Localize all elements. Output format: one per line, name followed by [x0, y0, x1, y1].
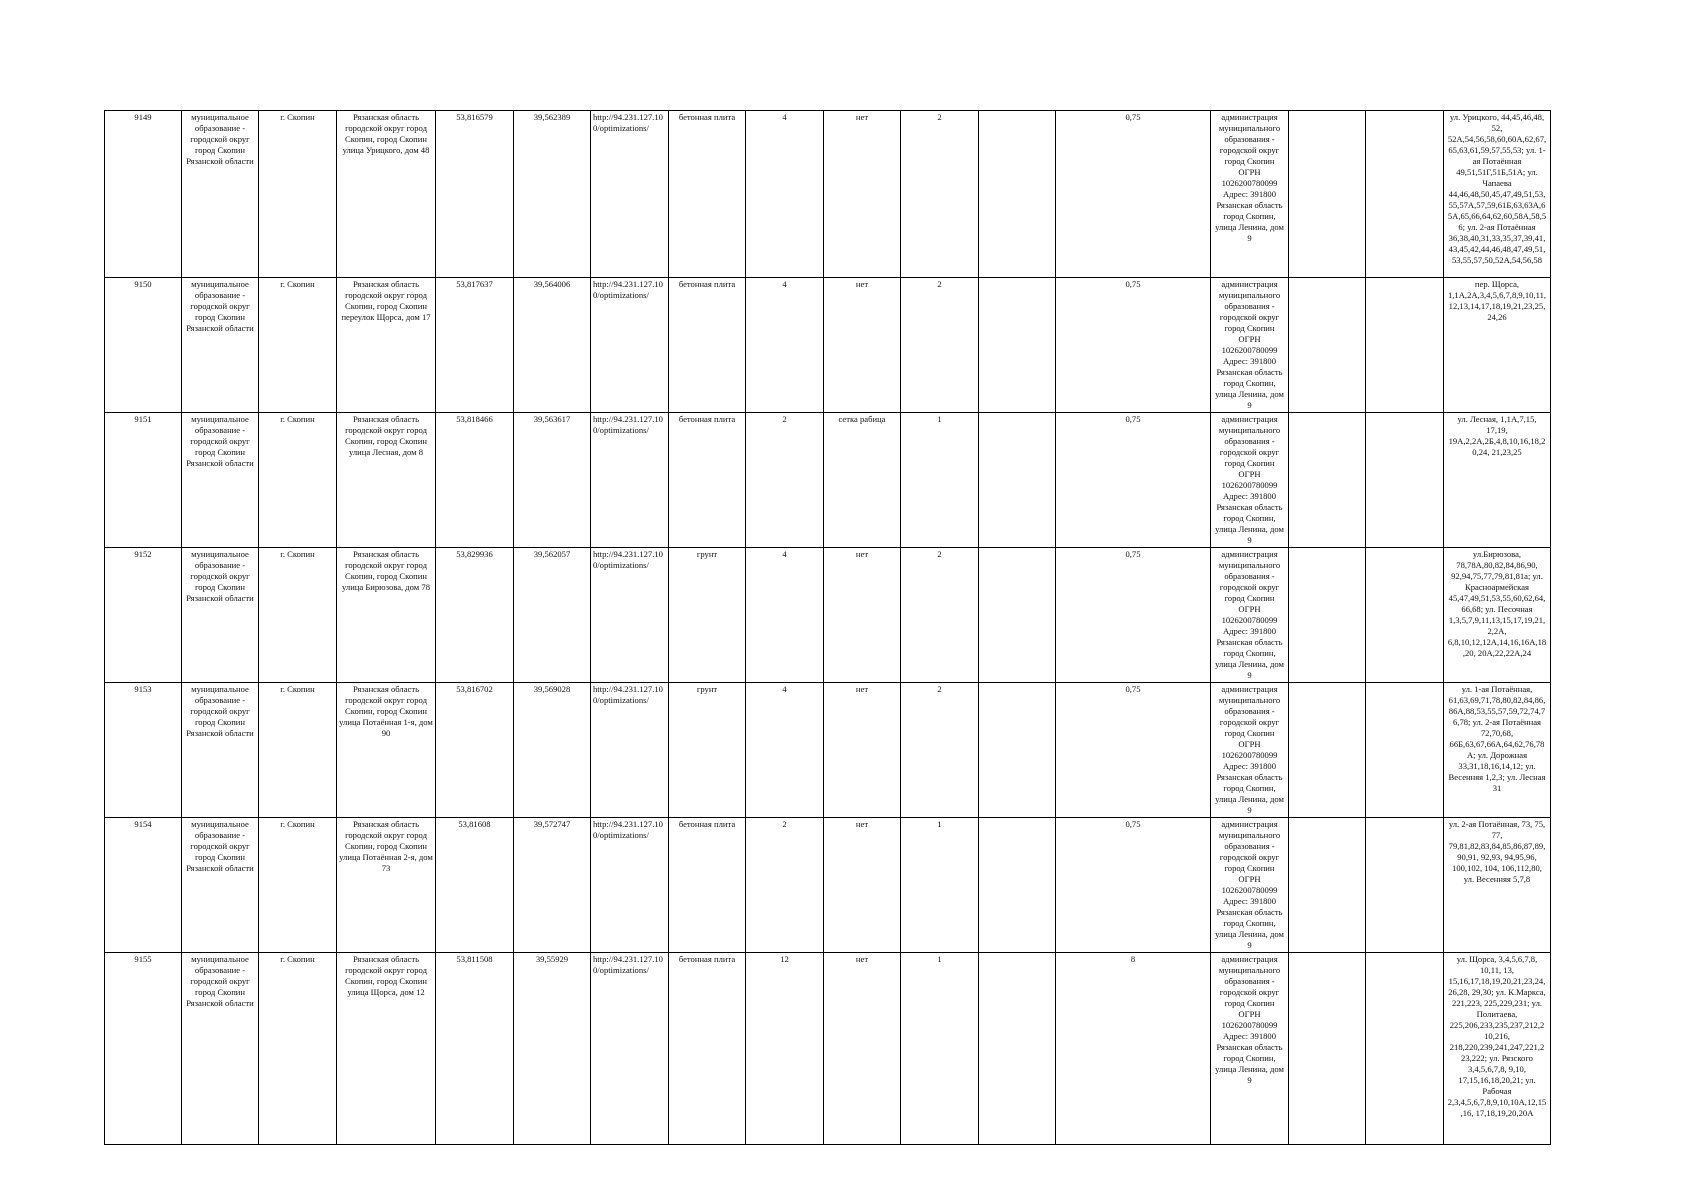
site-number-cell: 9151	[105, 413, 182, 548]
operator-org-cell: администрация муниципального образования - городской округ город Скопин ОГРН 1026200780099 Адрес: 391800 Рязанская область город Скопин, улица Ленина, дом 9	[1211, 818, 1289, 953]
address-cell: Рязанская область городской округ город Скопин, город Скопин переулок Щорса, дом 17	[337, 278, 436, 413]
map-link-cell[interactable]: http://94.231.127.100/optimizations/	[591, 413, 669, 548]
empty-cell	[1289, 278, 1366, 413]
surface-cell: грунт	[669, 548, 746, 683]
empty-cell	[979, 413, 1056, 548]
site-number-cell: 9149	[105, 111, 182, 278]
table-row	[105, 683, 1551, 818]
served-addresses-cell: ул. Лесная, 1,1А,7,15, 17,19, 19А,2,2А,2Б,4,8,10,16,18,2 0,24, 21,23,25	[1444, 413, 1551, 548]
operator-org-cell: администрация муниципального образования - городской округ город Скопин ОГРН 1026200780099 Адрес: 391800 Рязанская область город Скопин, улица Ленина, дом 9	[1211, 953, 1289, 1145]
longitude-cell: 39,562057	[514, 548, 591, 683]
operator-org-cell: администрация муниципального образования - городской округ город Скопин ОГРН 1026200780099 Адрес: 391800 Рязанская область город Скопин, улица Ленина, дом 9	[1211, 111, 1289, 278]
longitude-cell: 39,572747	[514, 818, 591, 953]
table-row	[105, 413, 1551, 548]
empty-cell	[1366, 278, 1444, 413]
container-sites-table	[104, 110, 1551, 1145]
fence-cell: нет	[824, 548, 901, 683]
table-row	[105, 953, 1551, 1145]
city-cell: г. Скопин	[259, 683, 337, 818]
address-cell: Рязанская область городской округ город Скопин, город Скопин улица Потаённая 2-я, дом 73	[337, 818, 436, 953]
fence-cell: сетка рабица	[824, 413, 901, 548]
surface-cell: бетонная плита	[669, 818, 746, 953]
fence-cell: нет	[824, 818, 901, 953]
owner-cell: муниципальное образование - городской округ город Скопин Рязанской области	[182, 953, 259, 1145]
empty-cell	[1366, 953, 1444, 1145]
address-cell: Рязанская область городской округ город Скопин, город Скопин улица Щорса, дом 12	[337, 953, 436, 1145]
city-cell: г. Скопин	[259, 818, 337, 953]
site-number-cell: 9155	[105, 953, 182, 1145]
map-link-cell[interactable]: http://94.231.127.100/optimizations/	[591, 953, 669, 1145]
latitude-cell: 53,816579	[436, 111, 514, 278]
empty-cell	[1366, 548, 1444, 683]
surface-cell: бетонная плита	[669, 111, 746, 278]
container-count-cell: 2	[901, 111, 979, 278]
table-row	[105, 278, 1551, 413]
site-number-cell: 9152	[105, 548, 182, 683]
operator-org-cell: администрация муниципального образования - городской округ город Скопин ОГРН 1026200780099 Адрес: 391800 Рязанская область город Скопин, улица Ленина, дом 9	[1211, 413, 1289, 548]
map-link-cell[interactable]: http://94.231.127.100/optimizations/	[591, 278, 669, 413]
surface-cell: бетонная плита	[669, 278, 746, 413]
served-addresses-cell: ул.Бирюзова, 78,78А,80,82,84,86,90, 92,94,75,77,79,81,81а; ул. Красноармейская 45,47,49,51,53,55,60,62,64, 66,68; ул. Песочная 1,3,5,7,9,11,13,15,17,19,21, 2,2А, 6,8,10,12,12А,14,16,16А,18 ,20, 20А,22,22А,24	[1444, 548, 1551, 683]
fence-cell: нет	[824, 278, 901, 413]
address-cell: Рязанская область городской округ город Скопин, город Скопин улица Урицкого, дом 48	[337, 111, 436, 278]
operator-org-cell: администрация муниципального образования - городской округ город Скопин ОГРН 1026200780099 Адрес: 391800 Рязанская область город Скопин, улица Ленина, дом 9	[1211, 683, 1289, 818]
area-cell: 4	[746, 111, 824, 278]
owner-cell: муниципальное образование - городской округ город Скопин Рязанской области	[182, 278, 259, 413]
operator-org-cell: администрация муниципального образования - городской округ город Скопин ОГРН 1026200780099 Адрес: 391800 Рязанская область город Скопин, улица Ленина, дом 9	[1211, 278, 1289, 413]
operator-org-cell: администрация муниципального образования - городской округ город Скопин ОГРН 1026200780099 Адрес: 391800 Рязанская область город Скопин, улица Ленина, дом 9	[1211, 548, 1289, 683]
city-cell: г. Скопин	[259, 413, 337, 548]
city-cell: г. Скопин	[259, 111, 337, 278]
latitude-cell: 53,817637	[436, 278, 514, 413]
empty-cell	[1289, 548, 1366, 683]
volume-cell: 0,75	[1056, 683, 1211, 818]
longitude-cell: 39,569028	[514, 683, 591, 818]
volume-cell: 0,75	[1056, 278, 1211, 413]
area-cell: 2	[746, 818, 824, 953]
surface-cell: грунт	[669, 683, 746, 818]
empty-cell	[979, 683, 1056, 818]
empty-cell	[1366, 683, 1444, 818]
site-number-cell: 9150	[105, 278, 182, 413]
site-number-cell: 9154	[105, 818, 182, 953]
volume-cell: 0,75	[1056, 111, 1211, 278]
empty-cell	[1289, 111, 1366, 278]
served-addresses-cell: ул. Урицкого, 44,45,46,48, 52, 52А,54,56,58,60,60А,62,67, 65,63,61,59,57,55,53; ул. 1-ая Потаённая 49,51,51Г,51Б,51А; ул. Чапаева 44,46,48,50,45,47,49,51,53, 55,57А,57,59,61Б,63,63А,6 5А,65,66,64,62,60,58А,58,5 6; ул. 2-ая Потаённая 36,38,40,31,33,35,37,39,41, 43,45,42,44,46,48,47,49,51, 53,55,57,50,52А,54,56,58	[1444, 111, 1551, 278]
owner-cell: муниципальное образование - городской округ город Скопин Рязанской области	[182, 818, 259, 953]
volume-cell: 0,75	[1056, 413, 1211, 548]
city-cell: г. Скопин	[259, 548, 337, 683]
city-cell: г. Скопин	[259, 953, 337, 1145]
longitude-cell: 39,563617	[514, 413, 591, 548]
surface-cell: бетонная плита	[669, 953, 746, 1145]
empty-cell	[1289, 818, 1366, 953]
owner-cell: муниципальное образование - городской округ город Скопин Рязанской области	[182, 111, 259, 278]
volume-cell: 0,75	[1056, 818, 1211, 953]
container-count-cell: 1	[901, 953, 979, 1145]
address-cell: Рязанская область городской округ город Скопин, город Скопин улица Бирюзова, дом 78	[337, 548, 436, 683]
map-link-cell[interactable]: http://94.231.127.100/optimizations/	[591, 683, 669, 818]
map-link-cell[interactable]: http://94.231.127.100/optimizations/	[591, 111, 669, 278]
volume-cell: 0,75	[1056, 548, 1211, 683]
table-row	[105, 818, 1551, 953]
container-count-cell: 2	[901, 683, 979, 818]
address-cell: Рязанская область городской округ город Скопин, город Скопин улица Потаённая 1-я, дом 90	[337, 683, 436, 818]
empty-cell	[1289, 953, 1366, 1145]
empty-cell	[979, 278, 1056, 413]
empty-cell	[979, 818, 1056, 953]
container-count-cell: 1	[901, 413, 979, 548]
volume-cell: 8	[1056, 953, 1211, 1145]
longitude-cell: 39,55929	[514, 953, 591, 1145]
table-row	[105, 111, 1551, 278]
served-addresses-cell: ул. Щорса, 3,4,5,6,7,8, 10,11, 13, 15,16,17,18,19,20,21,23,24, 26,28, 29,30; ул. К.Маркса, 221,223, 225,229,231; ул. Политаева, 225,206,233,235,237,212,2 10,216, 218,220,239,241,247,221,2 23,222; ул. Рязского 3,4,5,6,7,8, 9,10, 17,15,16,18,20,21; ул. Рабочая 2,3,4,5,6,7,8,9,10,10А,12,15 ,16, 17,18,19,20,20А	[1444, 953, 1551, 1145]
owner-cell: муниципальное образование - городской округ город Скопин Рязанской области	[182, 683, 259, 818]
longitude-cell: 39,564006	[514, 278, 591, 413]
empty-cell	[1366, 818, 1444, 953]
area-cell: 2	[746, 413, 824, 548]
latitude-cell: 53,818466	[436, 413, 514, 548]
fence-cell: нет	[824, 111, 901, 278]
container-count-cell: 2	[901, 278, 979, 413]
table-row	[105, 548, 1551, 683]
empty-cell	[1366, 413, 1444, 548]
area-cell: 4	[746, 683, 824, 818]
latitude-cell: 53,811508	[436, 953, 514, 1145]
container-count-cell: 1	[901, 818, 979, 953]
map-link-cell[interactable]: http://94.231.127.100/optimizations/	[591, 548, 669, 683]
container-count-cell: 2	[901, 548, 979, 683]
empty-cell	[979, 953, 1056, 1145]
city-cell: г. Скопин	[259, 278, 337, 413]
fence-cell: нет	[824, 953, 901, 1145]
empty-cell	[979, 548, 1056, 683]
area-cell: 4	[746, 278, 824, 413]
surface-cell: бетонная плита	[669, 413, 746, 548]
latitude-cell: 53,81608	[436, 818, 514, 953]
empty-cell	[1366, 111, 1444, 278]
served-addresses-cell: ул. 1-ая Потаённая, 61,63,69,71,78,80,82,84,86, 86А,88,53,55,57,59,72,74,7 6,78; ул. 2-ая Потаённая 72,70,68, 66Б,63,67,66А,64,62,76,78 А; ул. Дорожная 33,31,18,16,14,12; ул. Весенняя 1,2,3; ул. Лесная 31	[1444, 683, 1551, 818]
area-cell: 12	[746, 953, 824, 1145]
served-addresses-cell: ул. 2-ая Потаённая, 73, 75, 77, 79,81,82,83,84,85,86,87,89, 90,91, 92,93, 94,95,96, 100,102, 104, 106,112,80, ул. Весенняя 5,7,8	[1444, 818, 1551, 953]
latitude-cell: 53,816702	[436, 683, 514, 818]
owner-cell: муниципальное образование - городской округ город Скопин Рязанской области	[182, 413, 259, 548]
address-cell: Рязанская область городской округ город Скопин, город Скопин улица Лесная, дом 8	[337, 413, 436, 548]
fence-cell: нет	[824, 683, 901, 818]
latitude-cell: 53,829936	[436, 548, 514, 683]
empty-cell	[1289, 683, 1366, 818]
empty-cell	[979, 111, 1056, 278]
map-link-cell[interactable]: http://94.231.127.100/optimizations/	[591, 818, 669, 953]
owner-cell: муниципальное образование - городской округ город Скопин Рязанской области	[182, 548, 259, 683]
site-number-cell: 9153	[105, 683, 182, 818]
area-cell: 4	[746, 548, 824, 683]
longitude-cell: 39,562389	[514, 111, 591, 278]
empty-cell	[1289, 413, 1366, 548]
served-addresses-cell: пер. Щорса, 1,1А,2А,3,4,5,6,7,8,9,10,11, 12,13,14,17,18,19,21,23,25, 24,26	[1444, 278, 1551, 413]
